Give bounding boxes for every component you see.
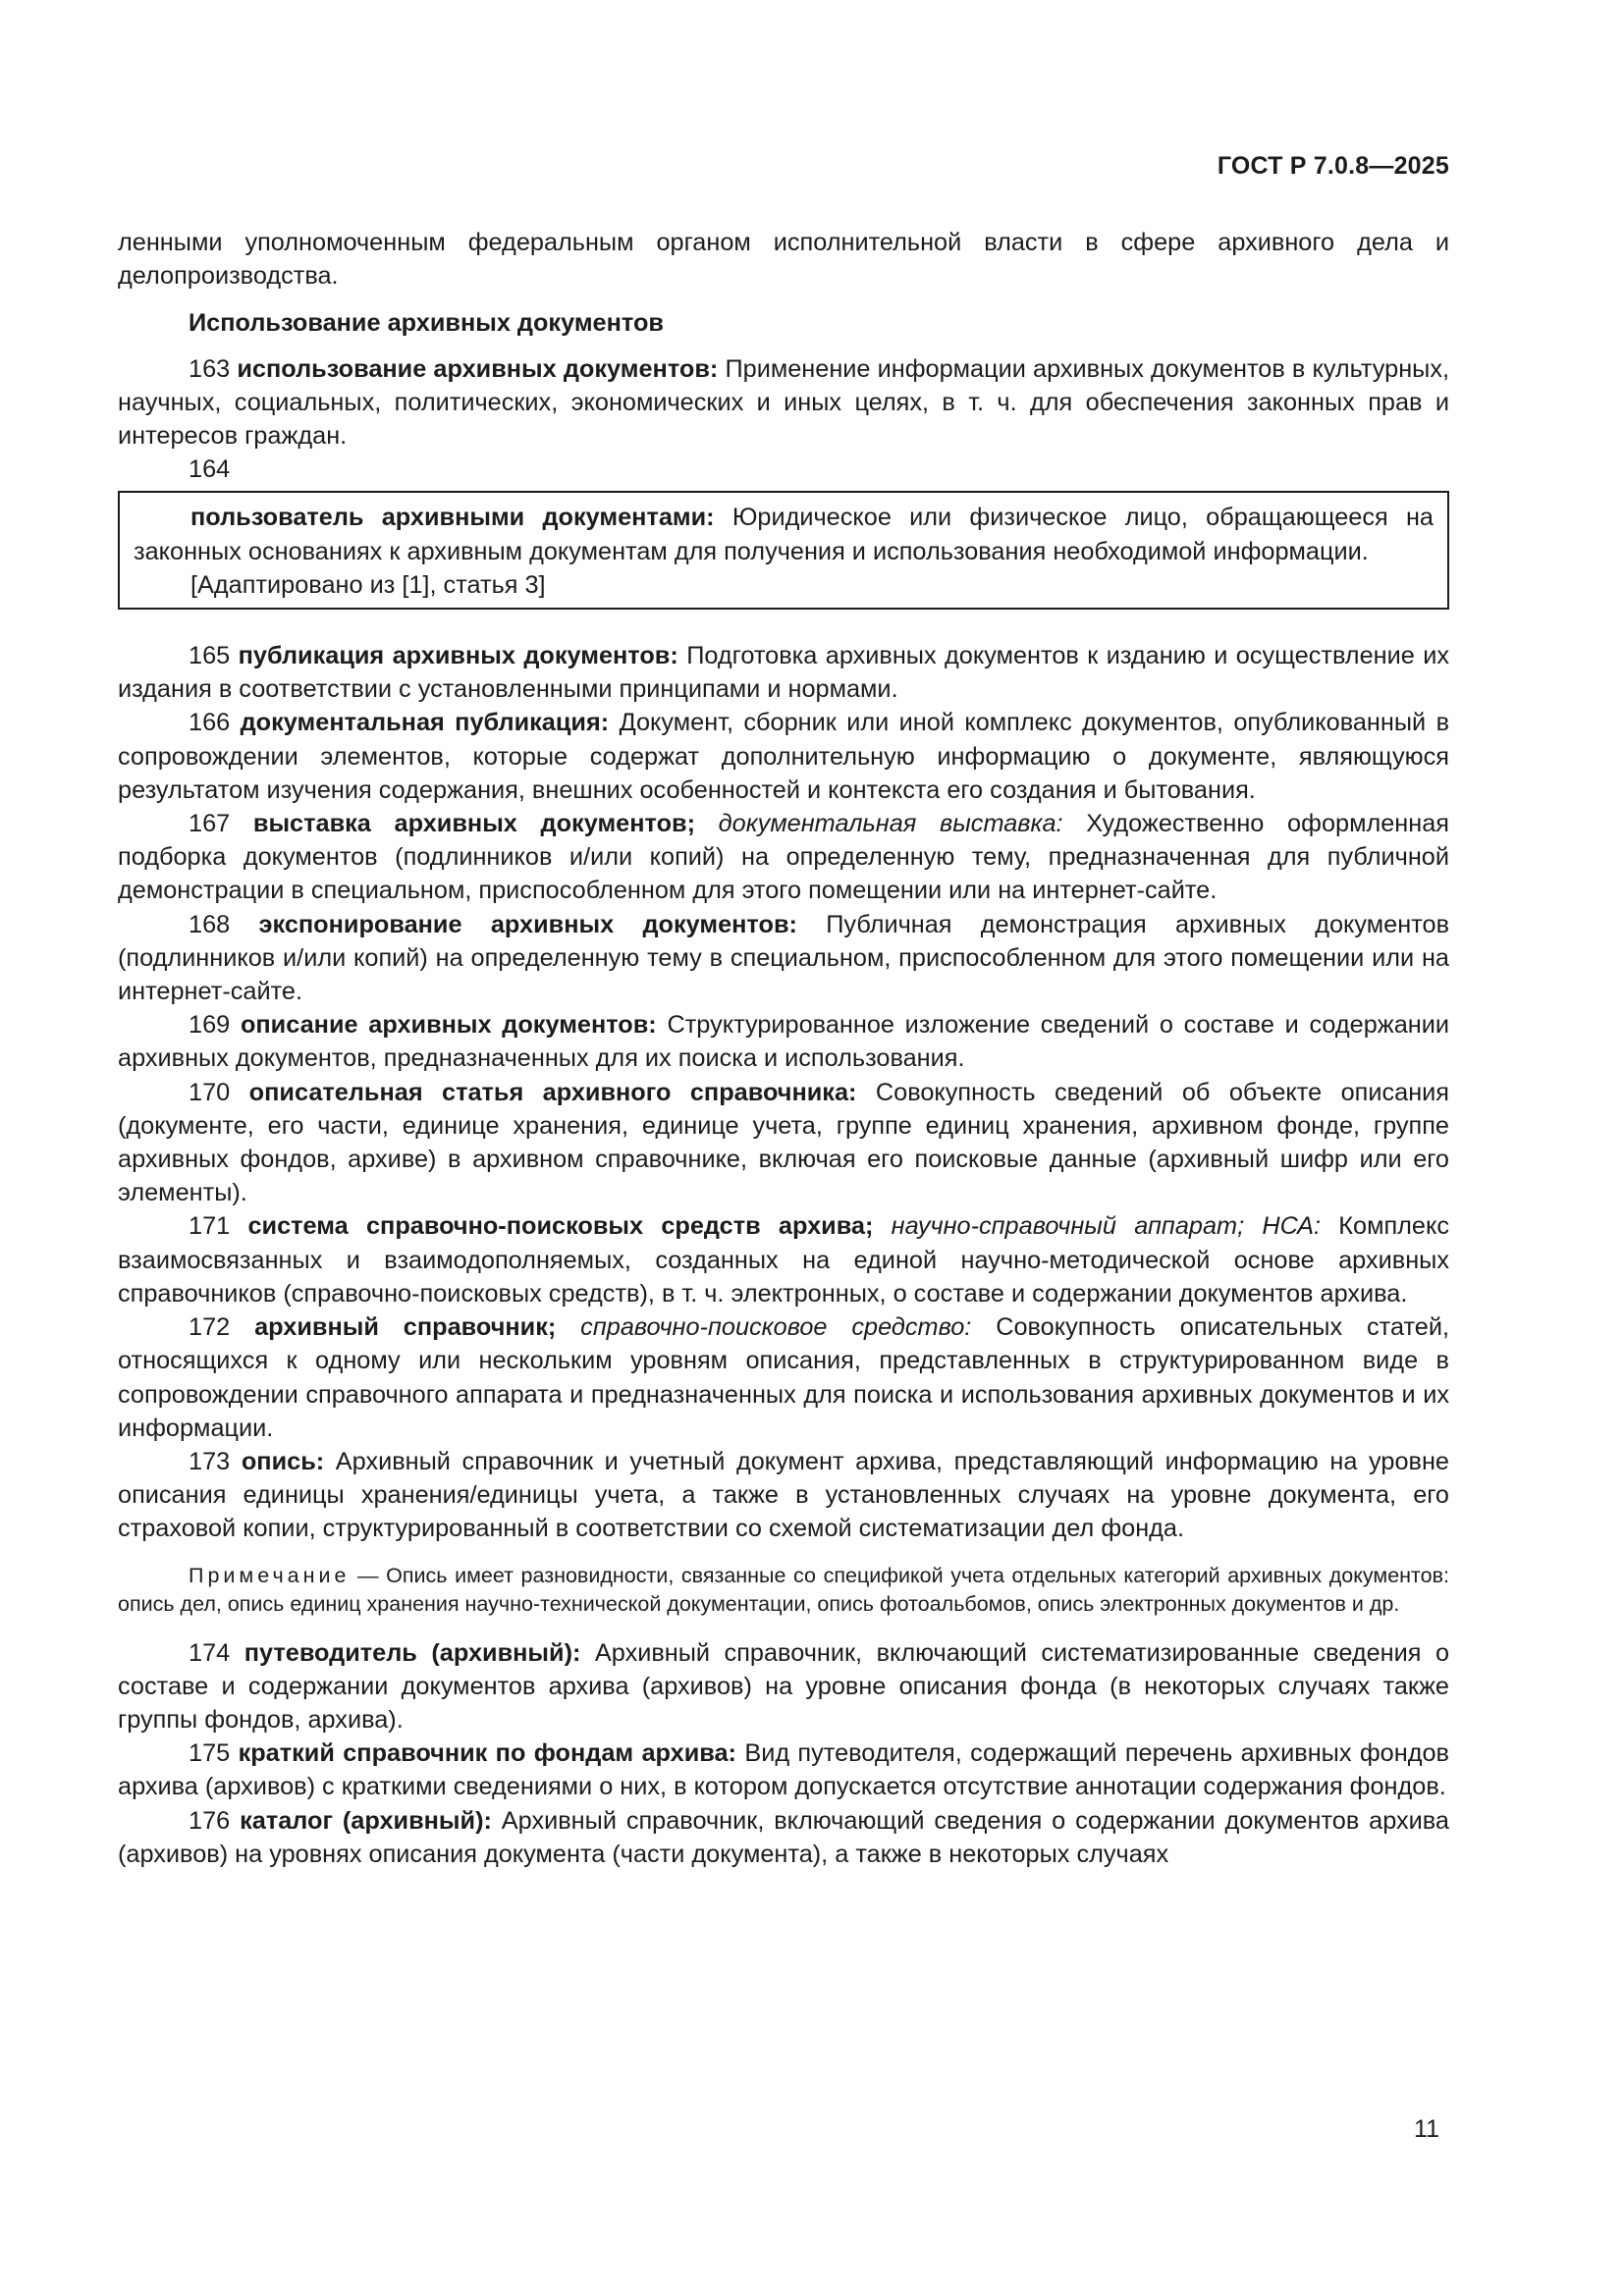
entry-173: 173 опись: Архивный справочник и учетный документ архива, представляющий информацию на уровне описания единицы хранения/единицы учета, а также в установленных случаях на уровне документа, его страховой копии, структурированный в соответствии со схемой систематизации дел фонда. xyxy=(118,1447,1450,1543)
document-body xyxy=(118,226,1449,1871)
section-title: Использование архивных документов xyxy=(189,309,664,338)
entry-167: 167 выставка архивных документов; документальная выставка: Художественно оформленная подборка документов (подлинников и/или копий) на определенную тему, предназначенная для публичной демонстрации в специальном, приспособленном для этого помещении или на интернет-сайте. xyxy=(118,810,1450,905)
entry-164-number: 164 xyxy=(189,455,231,484)
entry-175: 175 краткий справочник по фондам архива: Вид путеводителя, содержащий перечень архивных фондов архива (архивов) с краткими сведениями о них, в котором допускается отсутствие аннотации содержания фондов. xyxy=(118,1739,1449,1801)
entry-165: 165 публикация архивных документов: Подготовка архивных документов к изданию и осуществление их издания в соответствии с установленными принципами и нормами. xyxy=(118,642,1450,704)
entry-174: 174 путеводитель (архивный): Архивный справочник, включающий систематизированные сведения о составе и содержании документов архива (архивов) на уровне описания фонда (в некоторых случаях также группы фондов, архива). xyxy=(118,1638,1450,1734)
entry-168: 168 экспонирование архивных документов: Публичная демонстрация архивных документов (подлинников и/или копий) на определенную тему в специальном, приспособленном для этого помещении или на интернет-сайте. xyxy=(118,910,1450,1006)
entry-170: 170 описательная статья архивного справочника: Совокупность сведений об объекте описания (документе, его части, единице хранения, единице учета, группе единиц хранения, архивном фонде, группе архивных фондов, архиве) в архивном справочнике, включая его поисковые данные (архивный шифр или его элементы). xyxy=(118,1078,1449,1207)
entry-163: 163 использование архивных документов: Применение информации архивных документов в культурных, научных, социальных, политических, экономических и иных целях, в т. ч. для обеспечения законных прав и интересов граждан. xyxy=(118,354,1450,451)
entry-172: 172 архивный справочник; справочно-поисковое средство: Совокупность описательных статей, относящихся к одному или нескольким уровням описания, представленных в структурированном виде в сопровождении справочного аппарата и предназначенных для поиска и использования архивных документов и их информации. xyxy=(118,1313,1449,1442)
note-label: Примечание xyxy=(189,1563,351,1587)
entry-171: 171 система справочно-поисковых средств архива; научно-справочный аппарат; НСА: Комплекс взаимосвязанных и взаимодополняемых, созданных на единой научно-методической основе архивных справочников (справочно-поисковых средств), в т. ч. электронных, о составе и содержании документов архива. xyxy=(118,1212,1449,1308)
entry-169: 169 описание архивных документов: Структурированное изложение сведений о составе и содержании архивных документов, предназначенных для их поиска и использования. xyxy=(118,1011,1450,1073)
entry-164-source: [Адаптировано из [1], статья 3] xyxy=(190,570,546,599)
intro-continuation: ленными уполномоченным федеральным органом исполнительной власти в сфере архивного дела и делопроизводства. xyxy=(118,229,1449,291)
doc-code-header: ГОСТ Р 7.0.8—2025 xyxy=(1217,152,1449,180)
entry-164-box xyxy=(118,491,1449,610)
page-number: 11 xyxy=(1414,2115,1439,2143)
note: Примечание — Опись имеет разновидности, связанные со спецификой учета отдельных категорий архивных документов: опись дел, опись единиц хранения научно-технической документации, опись фотоальбомов, опись электронных документов и др. xyxy=(118,1563,1449,1616)
entry-176: 176 каталог (архивный): Архивный справочник, включающий сведения о содержании документов архива (архивов) на уровнях описания документа (части документа), а также в некоторых случаях xyxy=(118,1806,1450,1868)
entry-164-definition: пользователь архивными документами: Юридическое или физическое лицо, обращающееся на законных основаниях к архивным документам для получения и использования необходимой информации. xyxy=(134,504,1434,565)
entry-166: 166 документальная публикация: Документ, сборник или иной комплекс документов, опубликованный в сопровождении элементов, которые содержат дополнительную информацию о документе, являющуюся результатом изучения содержания, внешних особенностей и контекста его создания и бытования. xyxy=(118,709,1450,804)
